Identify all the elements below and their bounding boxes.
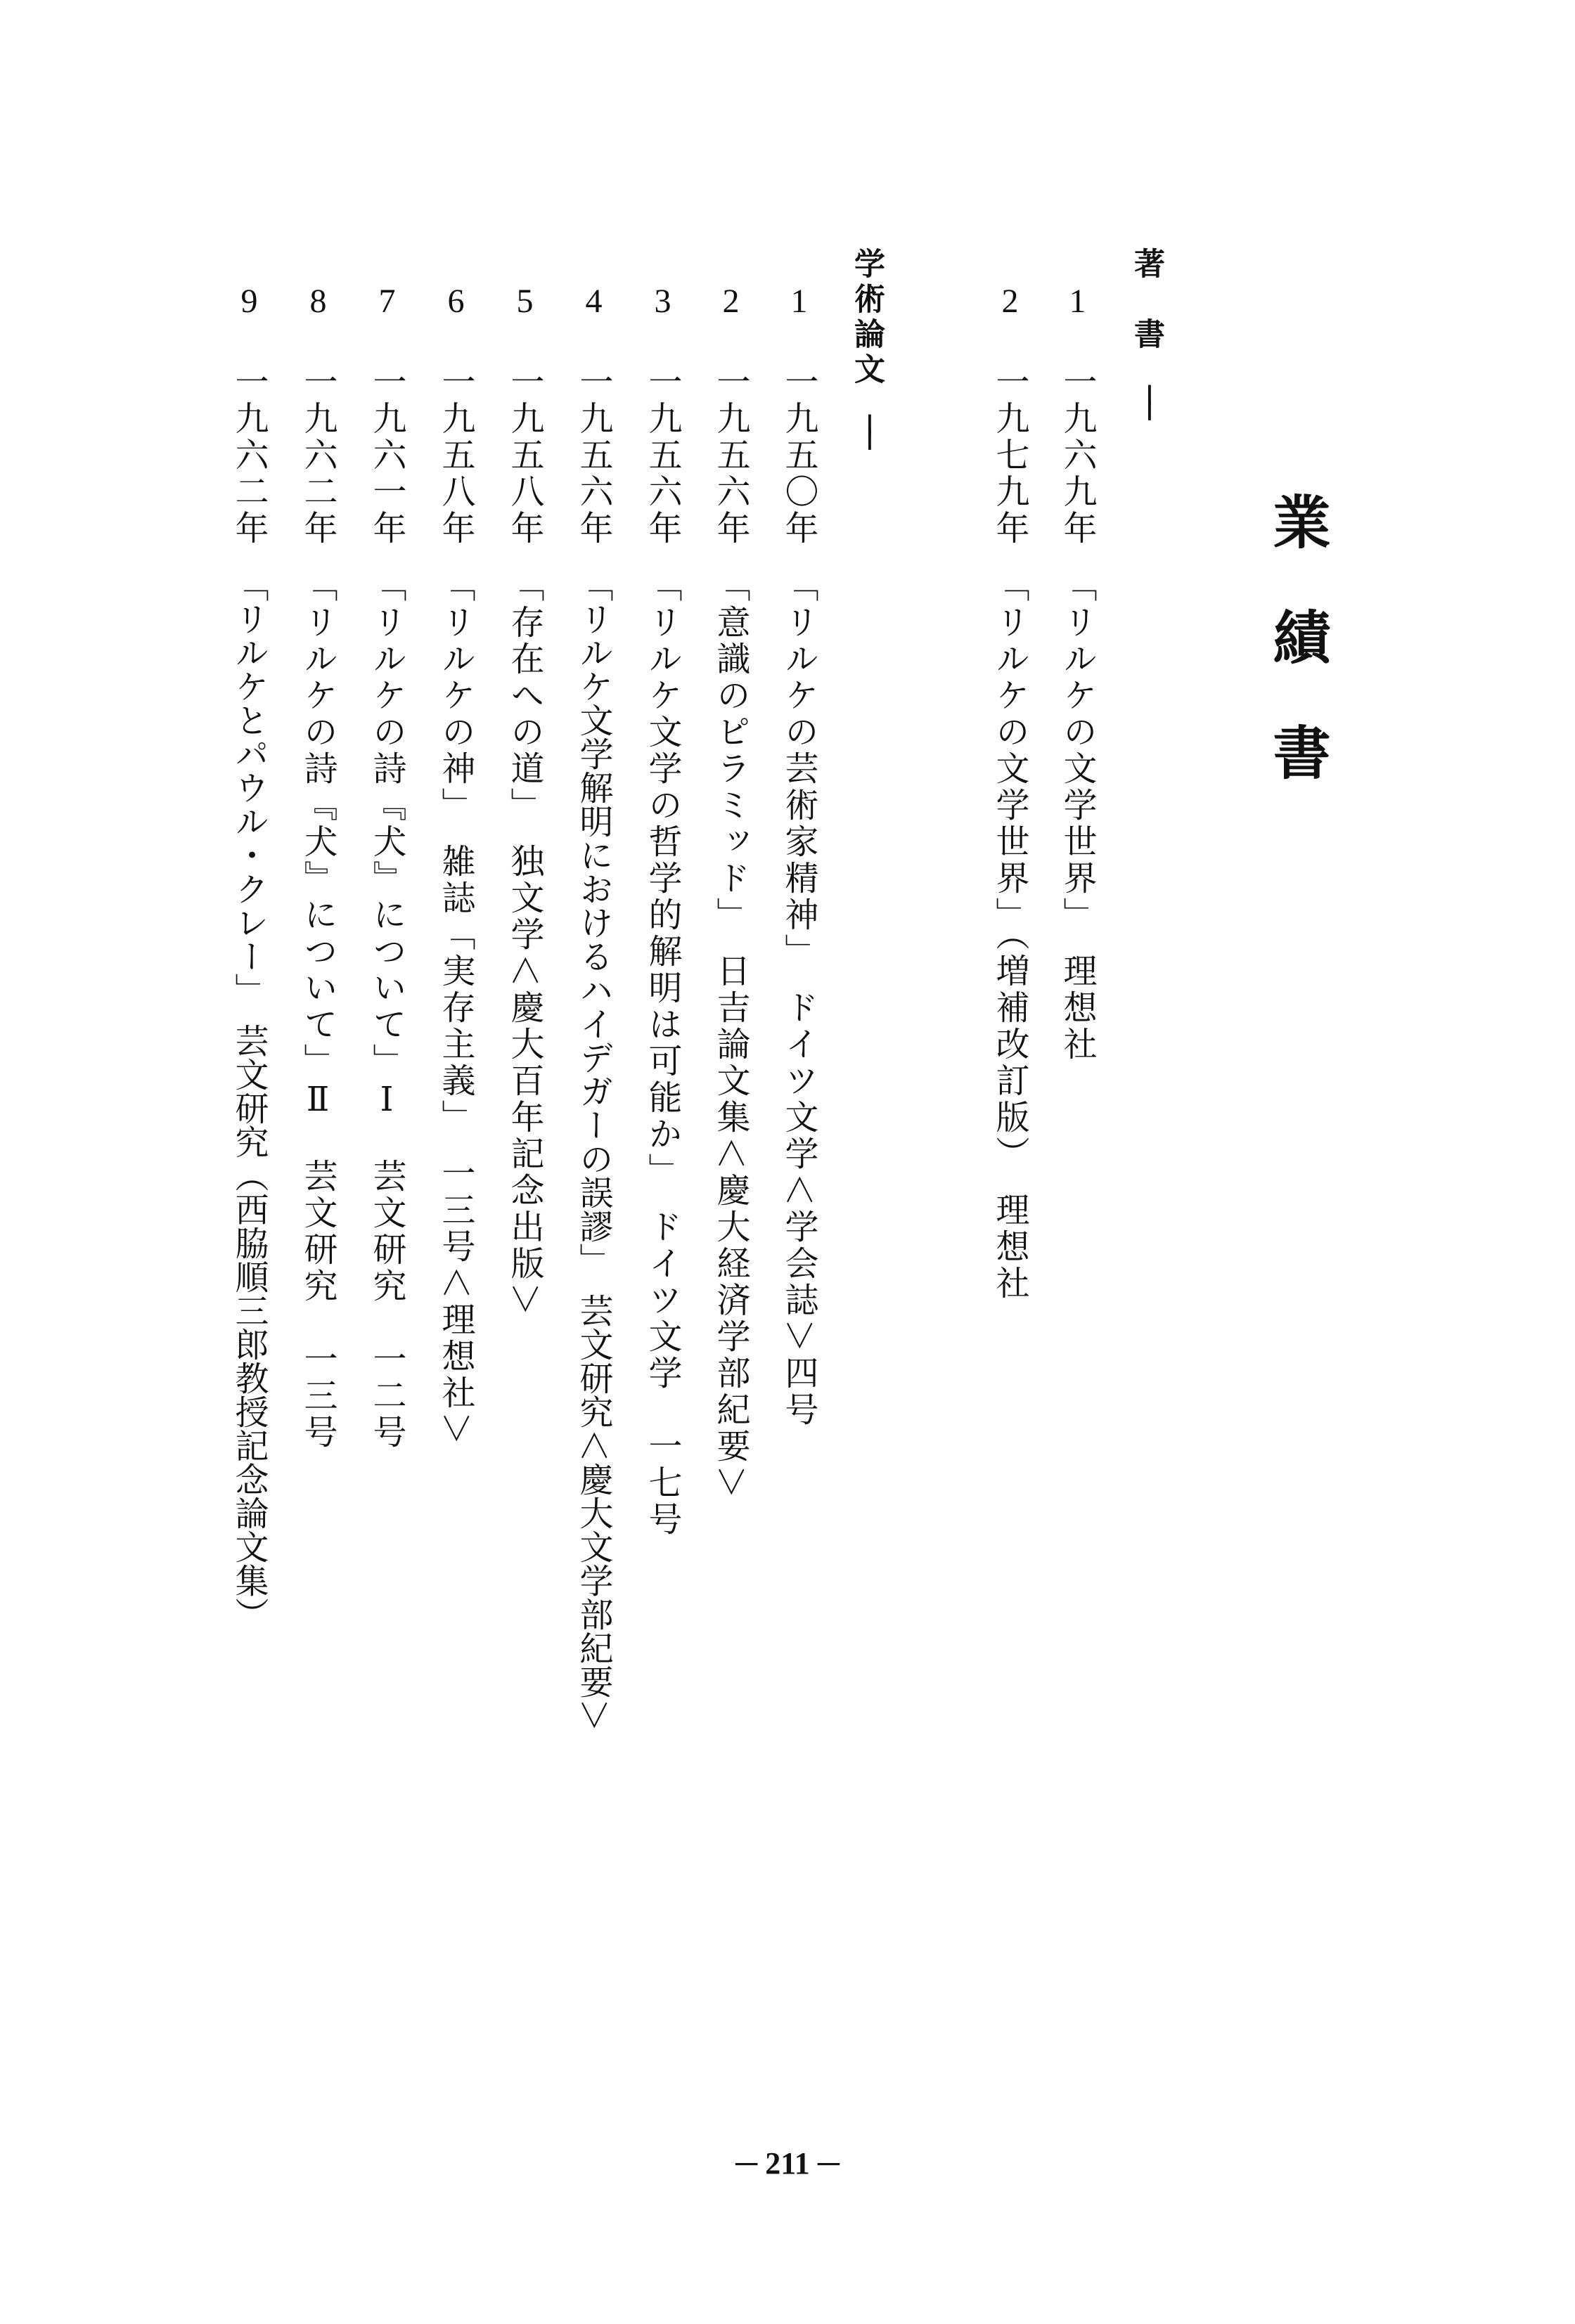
item-number: 8 [300,283,337,323]
item-title: 「リルケの文学世界」（増補改訂版） 理想社 [990,568,1029,1302]
item-year: 一九五八年 [436,364,475,547]
item-title: 「存在への道」 独文学＜慶大百年記念出版＞ [505,568,544,1319]
item-title: 「リルケ文学の哲学的解明は可能か」 ドイツ文学 一七号 [643,568,682,1538]
item-title: 「リルケの詩『犬』について」Ⅰ 芸文研究 一二号 [367,568,406,1451]
item-number: 2 [712,283,750,323]
item-year: 一九七九年 [990,364,1029,547]
item-year: 一九五八年 [505,364,544,547]
papers-heading: 学術論文 [849,247,885,388]
item-number: 6 [437,283,475,323]
item-number: 3 [644,283,681,323]
item-year: 一九五六年 [711,364,750,547]
item-number: 2 [991,283,1029,323]
books-heading: 著 書 [1129,247,1164,353]
item-year: 一九六九年 [1058,364,1097,547]
item-year: 一九五六年 [643,364,682,547]
item-number: 1 [780,283,818,323]
item-title: 「リルケの詩『犬』について」Ⅱ 芸文研究 一三号 [298,568,338,1451]
item-number: 1 [1059,283,1096,323]
item-number: 9 [231,283,268,323]
item-year: 一九六二年 [298,364,338,547]
item-title: 「リルケとパウル・クレー」 芸文研究（西脇順三郎教授記念論文集） [229,568,269,1631]
item-title: 「リルケの神」 雑誌「実存主義」 一三号＜理想社＞ [436,568,475,1449]
page-title: 業 績 書 [1264,492,1330,780]
item-year: 一九六一年 [367,364,406,547]
item-year: 一九五〇年 [779,364,818,547]
item-title: 「リルケの文学世界」 理想社 [1058,568,1097,1063]
papers-heading-dash: ── [851,415,889,446]
item-title: 「リルケ文学解明におけるハイデガーの誤謬」 芸文研究＜慶大文学部紀要＞ [574,568,613,1733]
item-number: 7 [368,283,406,323]
item-year: 一九五六年 [574,364,613,547]
item-number: 4 [575,283,612,323]
books-heading-dash: ── [1131,385,1169,416]
item-year: 一九六二年 [229,364,269,547]
item-title: 「リルケの芸術家精神」 ドイツ文学＜学会誌＞四号 [779,568,818,1429]
item-title: 「意識のピラミッド」 日吉論文集＜慶大経済学部紀要＞ [711,568,750,1502]
page-number: ─ 211 ─ [735,2146,840,2181]
item-number: 5 [506,283,544,323]
